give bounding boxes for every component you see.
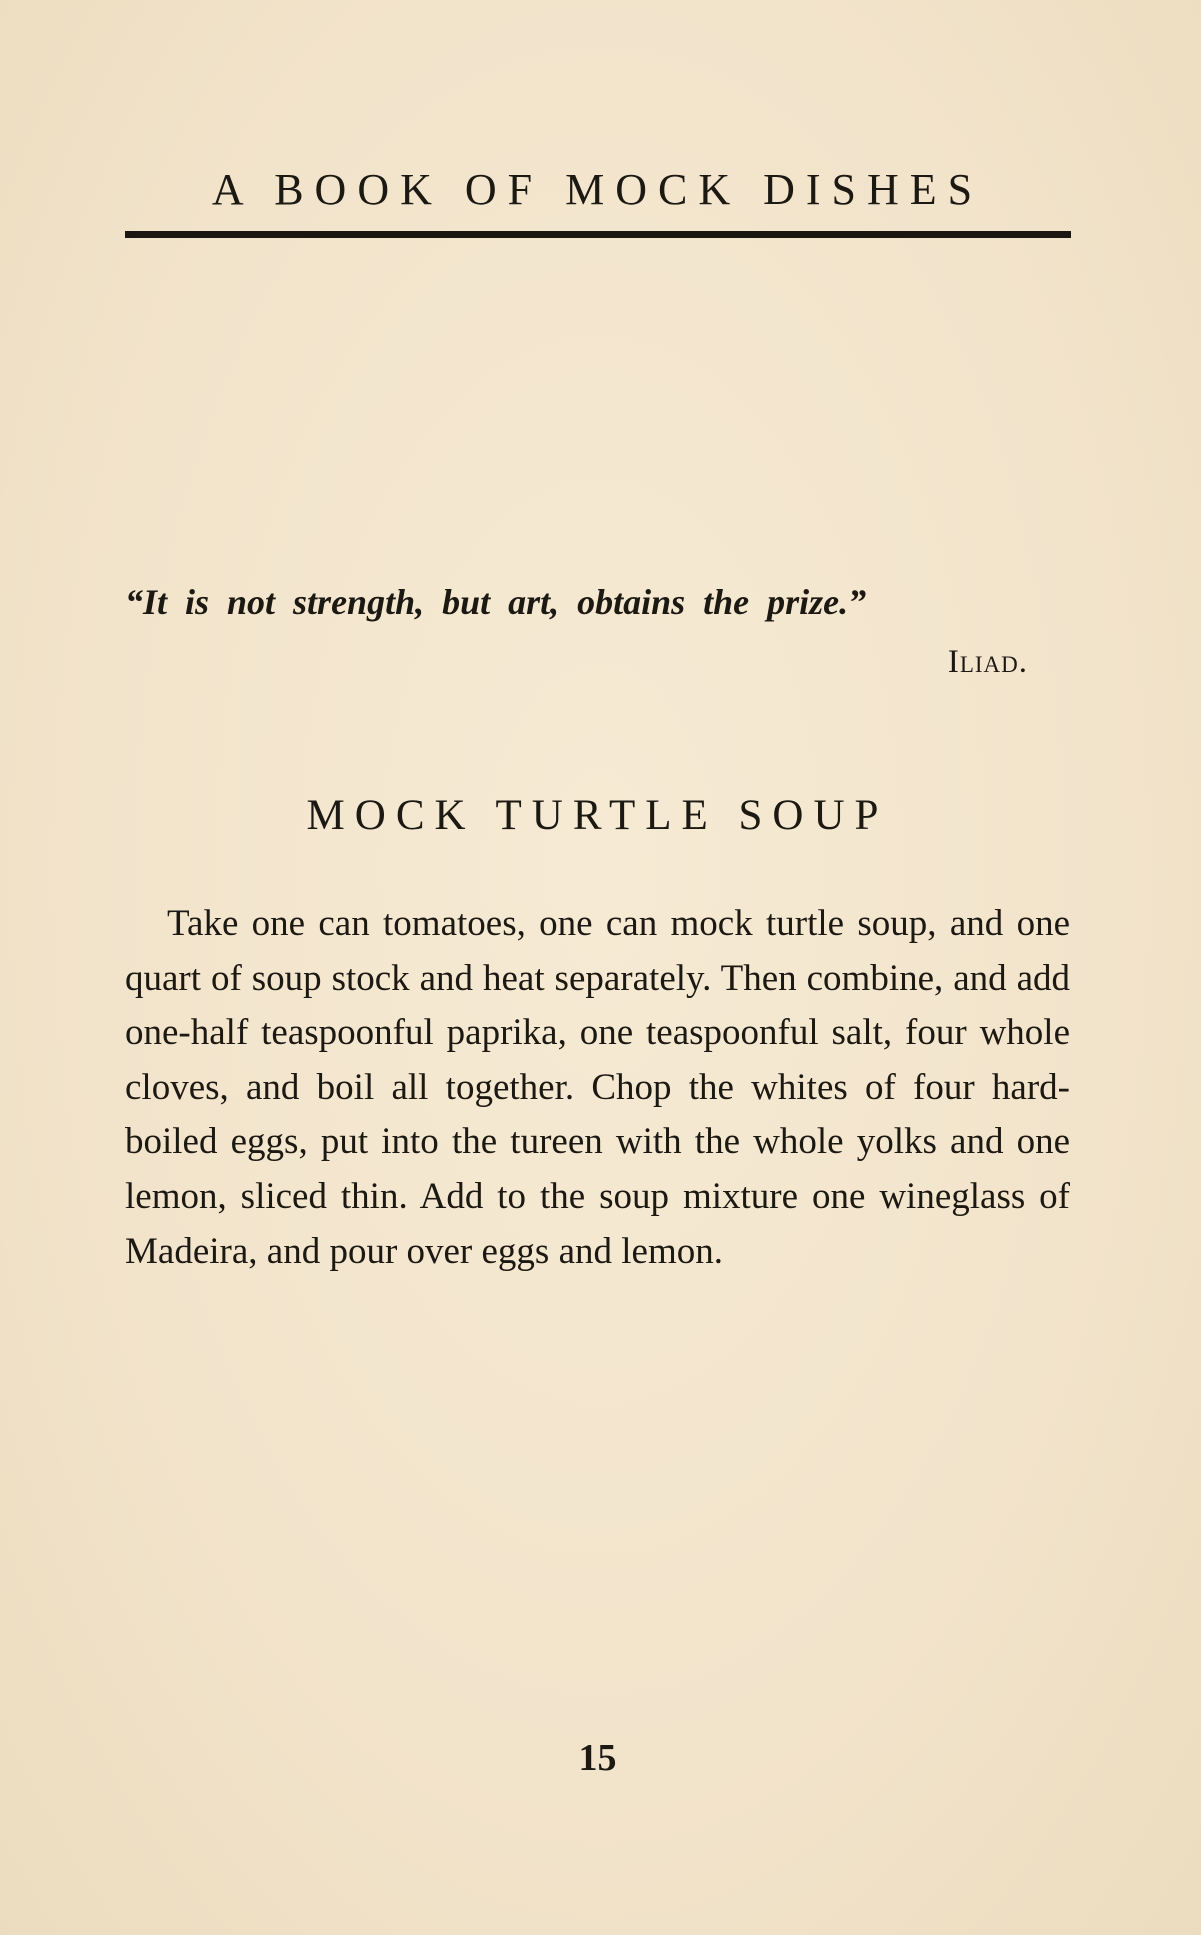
header-rule (125, 231, 1071, 238)
epigraph-source: Iliad. (947, 644, 1028, 680)
epigraph-quote: “It is not strength, but art, obtains the prize.” (125, 582, 867, 622)
recipe-title: MOCK TURTLE SOUP (306, 792, 889, 839)
page-number: 15 (578, 1737, 617, 1779)
running-head: A BOOK OF MOCK DISHES (211, 165, 984, 214)
recipe-body: Take one can tomatoes, one can mock turtle soup, and one quart of soup stock and heat separately. Then combine, and add one-half teaspoonful paprika, one teaspoonful salt, four whole cloves, and boil all together. Chop the whites of four hard-boiled eggs, put into the tureen with the whole yolks and one lemon, sliced thin. Add to the soup mixture one wineglass of Madeira, and pour over eggs and lemon. (125, 903, 1070, 1272)
